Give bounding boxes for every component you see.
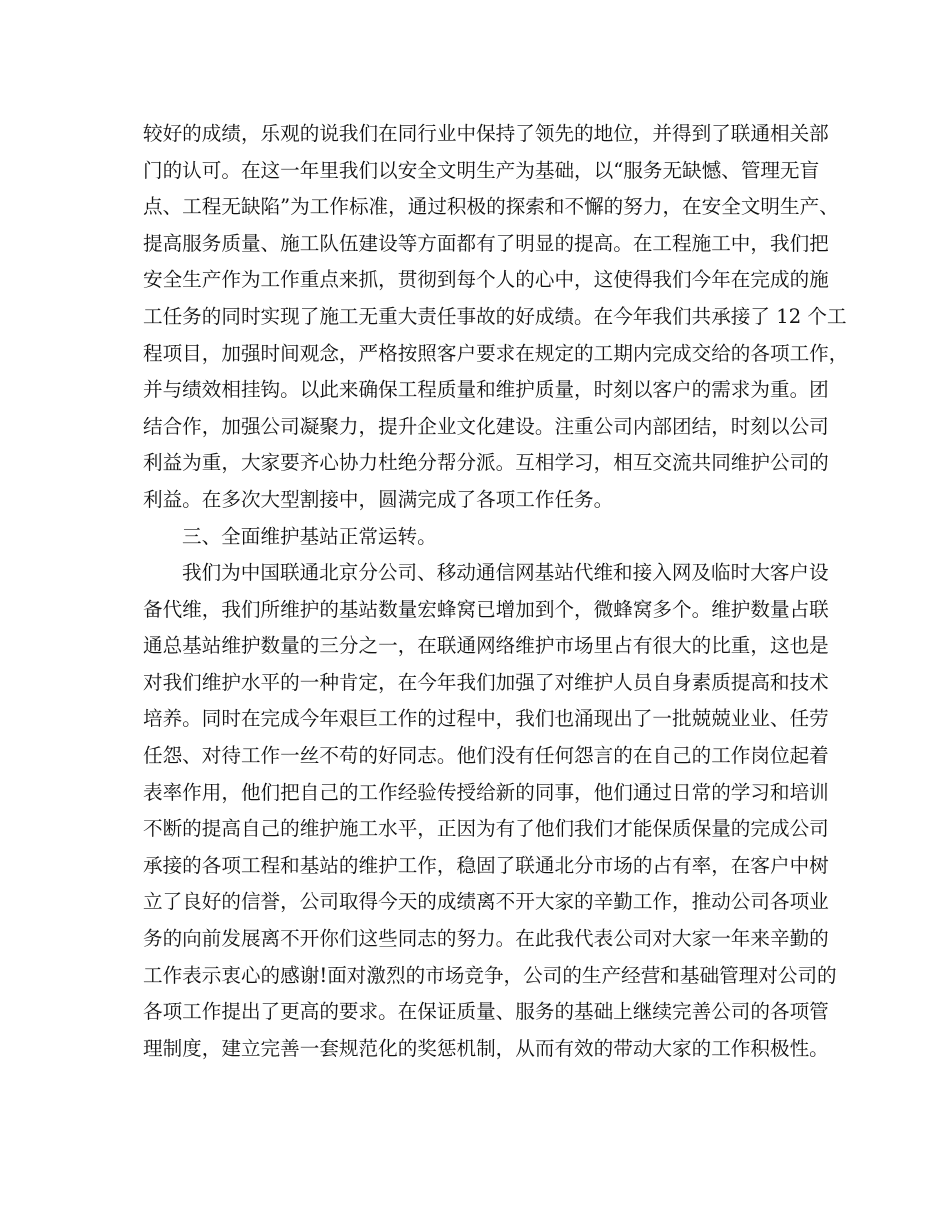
text-line: 各项工作提出了更高的要求。在保证质量、服务的基础上继续完善公司的各项管 <box>143 1000 829 1024</box>
text-line: 提高服务质量、施工队伍建设等方面都有了明显的提高。在工程施工中，我们把 <box>143 231 829 255</box>
text-line: 务的向前发展离不开你们这些同志的努力。在此我代表公司对大家一年来辛勤的 <box>143 926 829 950</box>
text-line: 立了良好的信誉，公司取得今天的成绩离不开大家的辛勤工作，推动公司各项业 <box>143 890 829 914</box>
text-line: 承接的各项工程和基站的维护工作，稳固了联通北分市场的占有率，在客户中树 <box>143 853 829 877</box>
section-heading-text: 三、全面维护基站正常运转。 <box>182 525 437 548</box>
paragraph-maintenance <box>143 555 837 1067</box>
text-line: 门的认可。在这一年里我们以安全文明生产为基础，以“服务无缺憾、管理无盲 <box>143 158 820 182</box>
text-line: 不断的提高自己的维护施工水平，正因为有了他们我们才能保质保量的完成公司 <box>143 817 829 841</box>
text-line: 并与绩效相挂钩。以此来确保工程质量和维护质量，时刻以客户的需求为重。团 <box>143 378 829 402</box>
text-line: 工任务的同时实现了施工无重大责任事故的好成绩。在今年我们共承接了 12 个工 <box>143 304 847 328</box>
text-line: 培养。同时在完成今年艰巨工作的过程中，我们也涌现出了一批兢兢业业、任劳 <box>143 707 829 731</box>
text-line: 通总基站维护数量的三分之一，在联通网络维护市场里占有很大的比重，这也是 <box>143 634 829 658</box>
paragraph-continuation <box>143 116 849 519</box>
text-line: 安全生产作为工作重点来抓，贯彻到每个人的心中，这使得我们今年在完成的施 <box>143 268 829 292</box>
text-line: 理制度，建立完善一套规范化的奖惩机制，从而有效的带动大家的工作积极性。 <box>143 1036 829 1060</box>
text-line: 程项目，加强时间观念，严格按照客户要求在规定的工期内完成交给的各项工作， <box>143 341 849 365</box>
text-line: 我们为中国联通北京分公司、移动通信网基站代维和接入网及临时大客户设 <box>182 561 829 584</box>
text-line: 较好的成绩，乐观的说我们在同行业中保持了领先的地位，并得到了联通相关部 <box>143 122 829 145</box>
text-line: 利益为重，大家要齐心协力杜绝分帮分派。互相学习，相互交流共同维护公司的 <box>143 451 829 475</box>
text-line: 备代维，我们所维护的基站数量宏蜂窝已增加到个，微蜂窝多个。维护数量占联 <box>143 597 829 621</box>
text-line: 表率作用，他们把自己的工作经验传授给新的同事，他们通过日常的学习和培训 <box>143 780 829 804</box>
text-line: 点、工程无缺陷”为工作标准，通过积极的探索和不懈的努力，在安全文明生产、 <box>143 195 839 219</box>
text-line: 工作表示衷心的感谢!面对激烈的市场竞争，公司的生产经营和基础管理对公司的 <box>143 963 837 987</box>
text-line: 结合作，加强公司凝聚力，提升企业文化建设。注重公司内部团结，时刻以公司 <box>143 414 829 438</box>
text-line: 对我们维护水平的一种肯定，在今年我们加强了对维护人员自身素质提高和技术 <box>143 670 829 694</box>
text-line: 任怨、对待工作一丝不苟的好同志。他们没有任何怨言的在自己的工作岗位起着 <box>143 743 829 767</box>
section-heading <box>143 519 811 556</box>
text-line: 利益。在多次大型割接中，圆满完成了各项工作任务。 <box>143 487 614 511</box>
